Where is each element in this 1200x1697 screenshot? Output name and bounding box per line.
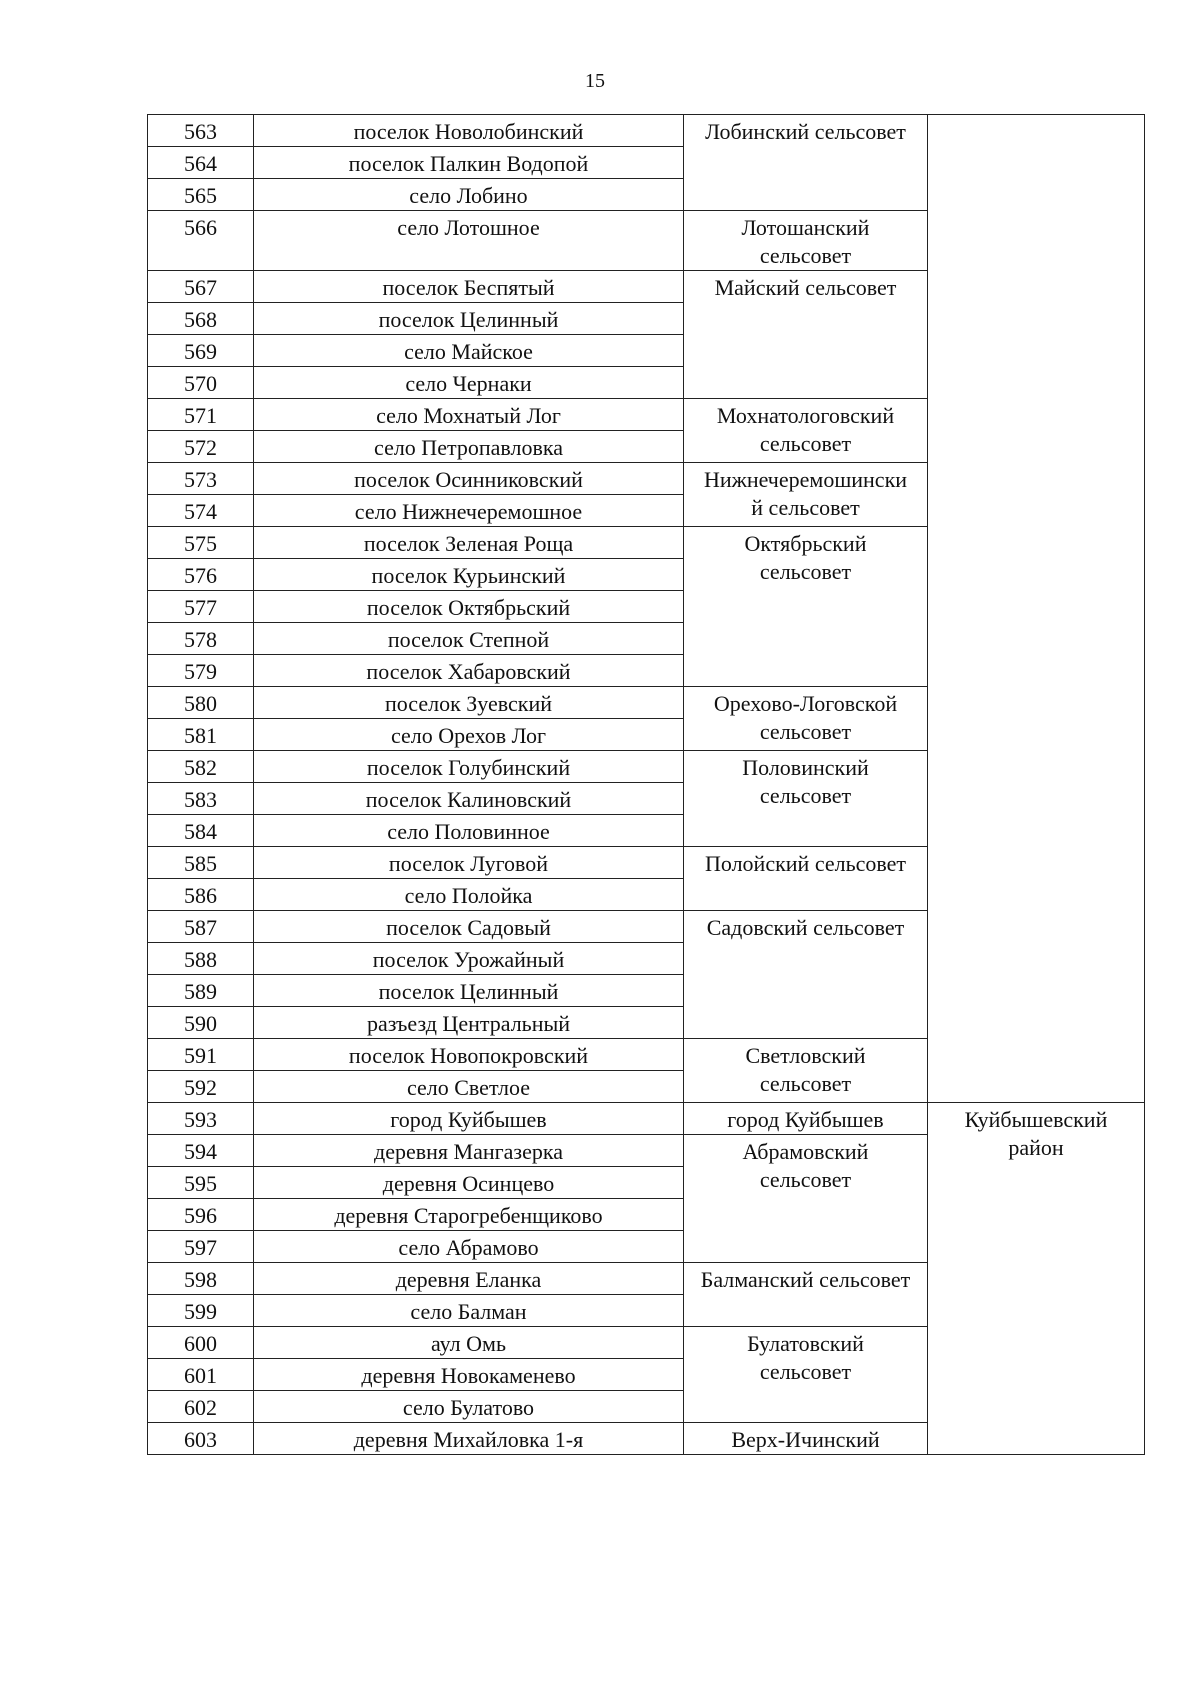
row-number: 567 [148, 271, 254, 303]
settlement-name: поселок Целинный [254, 303, 684, 335]
row-number: 571 [148, 399, 254, 431]
settlement-name: село Полойка [254, 879, 684, 911]
row-number: 598 [148, 1263, 254, 1295]
row-number: 603 [148, 1423, 254, 1455]
settlement-name: деревня Осинцево [254, 1167, 684, 1199]
row-number: 566 [148, 211, 254, 271]
settlement-name: село Чернаки [254, 367, 684, 399]
row-number: 602 [148, 1391, 254, 1423]
row-number: 587 [148, 911, 254, 943]
council-name-line: Мохнатологовский [716, 403, 895, 428]
row-number: 578 [148, 623, 254, 655]
page-number: 15 [585, 70, 605, 92]
council-cell [684, 527, 928, 687]
settlement-name: поселок Калиновский [254, 783, 684, 815]
settlement-name: село Орехов Лог [254, 719, 684, 751]
row-number: 569 [148, 335, 254, 367]
council-name-line: Светловский [745, 1043, 866, 1068]
row-number: 580 [148, 687, 254, 719]
row-number: 575 [148, 527, 254, 559]
settlement-name: село Абрамово [254, 1231, 684, 1263]
settlement-name: село Лотошное [254, 211, 684, 271]
council-cell [684, 463, 928, 527]
council-name-line: Орехово-Логовской [713, 691, 898, 716]
council-cell [684, 1423, 928, 1455]
settlements-table [147, 114, 1145, 1455]
settlement-name: поселок Новолобинский [254, 115, 684, 147]
settlement-name: поселок Курьинский [254, 559, 684, 591]
council-name-line: Булатовский [747, 1331, 864, 1356]
council-cell [684, 911, 928, 1039]
council-name-line: Абрамовский [742, 1139, 869, 1164]
row-number: 592 [148, 1071, 254, 1103]
council-cell [684, 115, 928, 211]
council-cell [684, 1103, 928, 1135]
row-number: 588 [148, 943, 254, 975]
council-cell [684, 1327, 928, 1423]
council-name-line: сельсовет [759, 783, 852, 808]
settlement-name: село Майское [254, 335, 684, 367]
settlement-name: поселок Октябрьский [254, 591, 684, 623]
council-cell [684, 271, 928, 399]
row-number: 591 [148, 1039, 254, 1071]
council-cell [684, 1135, 928, 1263]
row-number: 599 [148, 1295, 254, 1327]
row-number: 563 [148, 115, 254, 147]
council-name-line: Лотошанский [741, 215, 870, 240]
settlement-name: поселок Зуевский [254, 687, 684, 719]
council-name-line: Майский сельсовет [714, 275, 897, 300]
row-number: 573 [148, 463, 254, 495]
settlement-name: деревня Старогребенщиково [254, 1199, 684, 1231]
council-name-line: сельсовет [759, 243, 852, 268]
settlement-name: поселок Новопокровский [254, 1039, 684, 1071]
council-name-line: Октябрьский [744, 531, 867, 556]
row-number: 564 [148, 147, 254, 179]
council-cell [684, 687, 928, 751]
row-number: 570 [148, 367, 254, 399]
settlement-name: село Балман [254, 1295, 684, 1327]
settlement-name: деревня Мангазерка [254, 1135, 684, 1167]
settlement-name: село Лобино [254, 179, 684, 211]
settlement-name: поселок Зеленая Роща [254, 527, 684, 559]
settlement-name: деревня Михайловка 1-я [254, 1423, 684, 1455]
council-name-line: й сельсовет [751, 495, 860, 520]
settlement-name: село Булатово [254, 1391, 684, 1423]
council-name-line: сельсовет [759, 1071, 852, 1096]
row-number: 601 [148, 1359, 254, 1391]
row-number: 589 [148, 975, 254, 1007]
council-name-line: сельсовет [759, 559, 852, 584]
table-body [148, 115, 1145, 1455]
row-number: 584 [148, 815, 254, 847]
settlement-name: село Светлое [254, 1071, 684, 1103]
settlement-name: поселок Осинниковский [254, 463, 684, 495]
settlement-name: поселок Степной [254, 623, 684, 655]
council-cell [684, 399, 928, 463]
row-number: 585 [148, 847, 254, 879]
row-number: 581 [148, 719, 254, 751]
row-number: 577 [148, 591, 254, 623]
settlement-name: поселок Голубинский [254, 751, 684, 783]
council-cell [684, 211, 928, 271]
settlement-name: поселок Целинный [254, 975, 684, 1007]
council-cell [684, 1263, 928, 1327]
council-name-line: Садовский сельсовет [706, 915, 905, 940]
settlement-name: поселок Палкин Водопой [254, 147, 684, 179]
council-name-line: город Куйбышев [727, 1107, 884, 1132]
row-number: 565 [148, 179, 254, 211]
district-cell [928, 1103, 1145, 1455]
settlement-name: поселок Беспятый [254, 271, 684, 303]
settlement-name: поселок Хабаровский [254, 655, 684, 687]
row-number: 568 [148, 303, 254, 335]
council-name-line: сельсовет [759, 1359, 852, 1384]
row-number: 595 [148, 1167, 254, 1199]
table-row [148, 1103, 1145, 1135]
row-number: 586 [148, 879, 254, 911]
council-cell [684, 847, 928, 911]
settlement-name: село Нижнечеремошное [254, 495, 684, 527]
council-name-line: Верх-Ичинский [731, 1427, 880, 1452]
table-row [148, 115, 1145, 147]
settlement-name: поселок Луговой [254, 847, 684, 879]
settlement-name: деревня Новокаменево [254, 1359, 684, 1391]
row-number: 600 [148, 1327, 254, 1359]
district-name-line: район [1008, 1135, 1064, 1160]
row-number: 590 [148, 1007, 254, 1039]
settlement-name: село Половинное [254, 815, 684, 847]
row-number: 579 [148, 655, 254, 687]
settlement-name: аул Омь [254, 1327, 684, 1359]
row-number: 576 [148, 559, 254, 591]
council-name-line: сельсовет [759, 719, 852, 744]
row-number: 572 [148, 431, 254, 463]
row-number: 582 [148, 751, 254, 783]
settlement-name: город Куйбышев [254, 1103, 684, 1135]
council-name-line: сельсовет [759, 1167, 852, 1192]
settlement-name: разъезд Центральный [254, 1007, 684, 1039]
row-number: 597 [148, 1231, 254, 1263]
council-cell [684, 751, 928, 847]
settlement-name: поселок Садовый [254, 911, 684, 943]
row-number: 596 [148, 1199, 254, 1231]
settlement-name: поселок Урожайный [254, 943, 684, 975]
district-name-line: Куйбышевский [964, 1107, 1108, 1132]
council-name-line: Лобинский сельсовет [705, 119, 906, 144]
row-number: 574 [148, 495, 254, 527]
council-name-line: Балманский сельсовет [700, 1267, 911, 1292]
settlement-name: село Петропавловка [254, 431, 684, 463]
council-name-line: Полойский сельсовет [704, 851, 907, 876]
council-name-line: Нижнечеремошински [703, 467, 908, 492]
council-cell [684, 1039, 928, 1103]
council-name-line: сельсовет [759, 431, 852, 456]
settlement-name: село Мохнатый Лог [254, 399, 684, 431]
row-number: 583 [148, 783, 254, 815]
settlement-name: деревня Еланка [254, 1263, 684, 1295]
council-name-line: Половинский [742, 755, 869, 780]
district-cell [928, 115, 1145, 1103]
row-number: 593 [148, 1103, 254, 1135]
row-number: 594 [148, 1135, 254, 1167]
